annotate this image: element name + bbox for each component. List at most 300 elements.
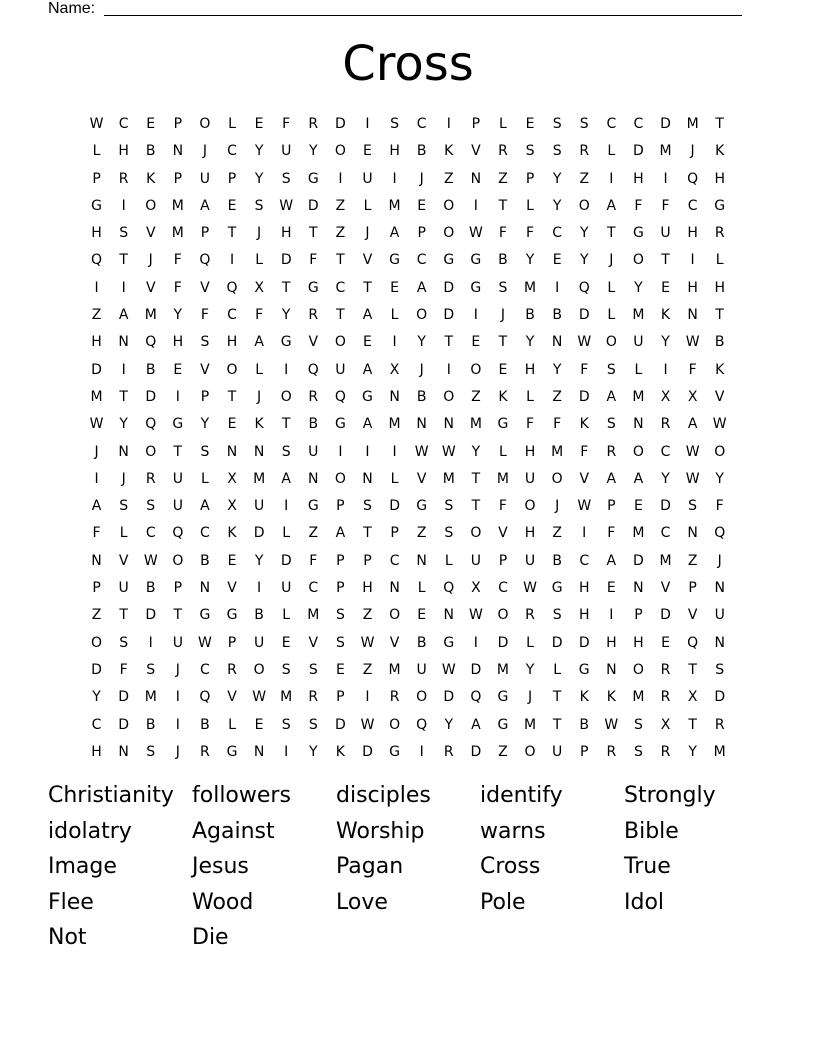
grid-letter: V (227, 689, 237, 706)
grid-letter: H (362, 580, 373, 597)
grid-letter: N (362, 470, 373, 487)
grid-letter: F (553, 416, 562, 433)
grid-letter: C (498, 580, 508, 597)
grid-letter: L (92, 143, 101, 160)
grid-letter: S (390, 116, 400, 132)
grid-letter: G (714, 197, 726, 214)
grid-letter: B (200, 716, 210, 733)
grid-letter: S (552, 143, 562, 160)
grid-letter: O (714, 443, 726, 460)
grid-letter: A (471, 716, 481, 733)
grid-letter: V (145, 279, 156, 296)
grid-letter: R (118, 170, 129, 187)
grid-letter: E (633, 498, 643, 515)
grid-letter: N (443, 416, 454, 433)
grid-letter: W (143, 552, 158, 569)
grid-letter: J (202, 143, 207, 160)
grid-letter: K (715, 361, 725, 378)
grid-letter: G (497, 716, 509, 733)
word-list-item: Image (48, 854, 117, 879)
grid-letter: L (526, 634, 534, 651)
grid-letter: H (687, 279, 698, 296)
grid-letter: R (308, 307, 319, 324)
grid-letter: C (200, 661, 210, 678)
grid-letter: L (390, 470, 399, 487)
grid-letter: W (414, 443, 429, 460)
word-list-item: identify (480, 783, 563, 808)
grid-letter: J (609, 252, 614, 269)
grid-letter: S (363, 498, 372, 515)
grid-letter: P (173, 170, 183, 187)
grid-letter: H (226, 334, 238, 351)
grid-letter: I (284, 498, 289, 515)
grid-letter: T (363, 279, 372, 296)
grid-letter: R (606, 743, 617, 760)
grid-letter: R (389, 689, 400, 706)
grid-letter: M (551, 443, 564, 460)
grid-letter: Q (687, 170, 699, 187)
grid-letter: Y (92, 689, 101, 706)
grid-letter: P (200, 225, 210, 242)
grid-letter: D (335, 116, 346, 132)
grid-letter: S (444, 525, 454, 542)
grid-letter: A (118, 307, 129, 324)
grid-letter: W (441, 443, 456, 460)
grid-letter: H (633, 634, 644, 651)
grid-letter: G (389, 743, 400, 760)
grid-letter: M (659, 552, 672, 569)
grid-letter: F (661, 197, 670, 214)
grid-letter: I (121, 279, 126, 296)
grid-letter: G (226, 607, 238, 624)
grid-letter: H (633, 170, 644, 187)
grid-letter: U (172, 470, 183, 487)
grid-letter: D (660, 607, 671, 624)
grid-letter: R (200, 743, 210, 760)
grid-letter: W (89, 416, 104, 433)
grid-letter: E (552, 252, 562, 269)
grid-letter: V (145, 225, 156, 242)
grid-letter: E (146, 116, 156, 132)
grid-letter: O (443, 225, 455, 242)
grid-letter: S (579, 116, 589, 132)
grid-letter: T (444, 334, 454, 351)
grid-letter: Q (91, 252, 103, 269)
grid-letter: Q (307, 361, 319, 378)
grid-letter: W (468, 607, 483, 624)
grid-letter: Y (661, 334, 670, 351)
grid-letter: O (605, 334, 617, 351)
grid-letter: R (660, 416, 671, 433)
word-list-item: Against (192, 818, 275, 844)
grid-letter: S (715, 661, 725, 678)
grid-letter: M (659, 143, 672, 160)
grid-letter: X (227, 498, 237, 515)
grid-letter: F (119, 661, 128, 678)
grid-letter: Y (634, 279, 643, 296)
grid-letter: V (714, 388, 725, 405)
grid-letter: S (146, 661, 156, 678)
grid-letter: G (307, 279, 319, 296)
grid-letter: T (336, 307, 345, 324)
grid-letter: O (199, 116, 211, 132)
grid-letter: U (335, 361, 346, 378)
grid-letter: G (632, 225, 644, 242)
grid-letter: M (713, 743, 726, 760)
grid-letter: P (580, 743, 589, 760)
grid-letter: M (496, 470, 509, 487)
grid-letter: O (172, 552, 184, 569)
grid-letter: Q (199, 689, 211, 706)
grid-letter: E (498, 361, 508, 378)
grid-letter: A (335, 525, 346, 542)
grid-letter: K (254, 416, 264, 433)
grid-letter: K (660, 307, 671, 324)
grid-letter: S (281, 170, 291, 187)
grid-letter: Z (91, 607, 102, 624)
grid-letter: D (578, 307, 590, 324)
grid-letter: Z (91, 307, 102, 324)
grid-letter: V (471, 143, 481, 160)
grid-letter: A (606, 470, 617, 487)
grid-letter: T (281, 279, 291, 296)
grid-letter: T (227, 225, 237, 242)
grid-letter: R (714, 716, 725, 733)
grid-letter: I (338, 170, 343, 187)
grid-letter: Q (172, 525, 184, 542)
word-list-item: Worship (336, 818, 425, 844)
grid-letter: N (606, 661, 617, 678)
grid-letter: M (388, 416, 401, 433)
grid-letter: D (335, 716, 346, 733)
grid-letter: C (633, 116, 644, 132)
grid-letter: C (118, 116, 129, 132)
grid-letter: D (443, 689, 455, 706)
grid-letter: A (389, 225, 400, 242)
grid-letter: U (253, 498, 265, 515)
grid-letter: Q (334, 388, 346, 405)
grid-letter: W (577, 498, 592, 515)
grid-letter: F (580, 361, 589, 378)
grid-letter: K (146, 170, 156, 187)
grid-letter: R (308, 388, 319, 405)
word-list-item: Die (192, 925, 229, 950)
grid-letter: K (579, 416, 589, 433)
grid-letter: N (551, 334, 563, 351)
grid-letter: O (578, 197, 590, 214)
grid-letter: Z (416, 525, 427, 542)
grid-letter: W (685, 470, 700, 487)
grid-letter: U (362, 170, 373, 187)
grid-letter: I (446, 361, 451, 378)
word-list-item: Love (336, 889, 388, 915)
grid-letter: O (226, 361, 238, 378)
grid-letter: M (632, 689, 645, 706)
grid-letter: P (173, 580, 183, 597)
grid-letter: S (525, 143, 535, 160)
grid-letter: D (389, 498, 400, 515)
grid-letter: S (606, 416, 616, 433)
grid-letter: S (633, 716, 643, 733)
grid-letter: N (714, 580, 725, 597)
grid-letter: V (227, 580, 237, 597)
grid-letter: N (253, 443, 265, 460)
grid-letter: M (388, 197, 401, 214)
grid-letter: E (335, 661, 345, 678)
grid-letter: W (360, 634, 375, 651)
grid-letter: O (145, 197, 157, 214)
grid-letter: I (338, 443, 343, 460)
grid-letter: J (555, 498, 560, 515)
grid-letter: L (390, 307, 399, 324)
grid-letter: M (253, 470, 266, 487)
grid-letter: T (119, 607, 128, 624)
grid-letter: S (200, 334, 210, 351)
grid-letter: T (688, 661, 697, 678)
grid-letter: I (392, 334, 397, 351)
grid-letter: N (253, 743, 265, 760)
grid-letter: M (144, 689, 157, 706)
word-list (48, 779, 768, 957)
grid-letter: Q (443, 580, 455, 597)
grid-letter: U (633, 334, 644, 351)
grid-letter: F (526, 225, 535, 242)
grid-letter: O (524, 498, 536, 515)
grid-letter: J (717, 552, 722, 569)
grid-letter: C (335, 279, 346, 296)
grid-letter: I (365, 689, 370, 706)
grid-letter: B (552, 307, 562, 324)
grid-letter: H (524, 525, 536, 542)
grid-letter: J (257, 225, 262, 242)
grid-letter: M (632, 525, 645, 542)
grid-letter: Y (579, 225, 589, 242)
grid-letter: G (226, 743, 238, 760)
grid-letter: Z (362, 607, 373, 624)
grid-letter: V (200, 361, 210, 378)
grid-letter: N (416, 416, 427, 433)
grid-letter: E (363, 334, 372, 351)
grid-letter: X (471, 580, 481, 597)
grid-letter: P (336, 552, 345, 569)
grid-letter: M (442, 470, 455, 487)
grid-letter: W (252, 689, 267, 706)
grid-letter: G (334, 416, 346, 433)
grid-letter: A (416, 279, 427, 296)
grid-letter: O (632, 661, 644, 678)
grid-letter: U (172, 498, 183, 515)
grid-letter: O (334, 334, 346, 351)
grid-letter: P (607, 498, 616, 515)
grid-letter: L (228, 116, 236, 132)
grid-letter: G (443, 634, 455, 651)
grid-letter: V (579, 470, 590, 487)
grid-letter: Y (579, 252, 589, 269)
grid-letter: N (633, 580, 644, 597)
grid-letter: O (443, 197, 455, 214)
grid-letter: P (525, 170, 535, 187)
grid-letter: J (419, 361, 424, 378)
grid-letter: G (307, 498, 319, 515)
grid-letter: U (552, 743, 563, 760)
grid-letter: L (553, 661, 562, 678)
grid-letter: B (308, 416, 319, 433)
grid-letter: W (685, 334, 700, 351)
grid-letter: K (335, 743, 345, 760)
grid-letter: D (551, 634, 563, 651)
grid-letter: H (172, 334, 184, 351)
grid-letter: E (525, 116, 535, 132)
grid-letter: T (607, 225, 616, 242)
grid-letter: S (146, 498, 156, 515)
grid-letter: U (714, 607, 725, 624)
grid-letter: Y (309, 143, 318, 160)
grid-letter: D (660, 116, 671, 132)
grid-letter: S (498, 279, 508, 296)
grid-letter: G (280, 334, 292, 351)
grid-letter: G (443, 252, 455, 269)
word-list-item: Idol (624, 889, 665, 915)
grid-letter: T (715, 307, 724, 324)
grid-letter: B (552, 552, 562, 569)
grid-letter: T (363, 525, 372, 542)
grid-letter: Y (254, 170, 264, 187)
grid-letter: I (555, 279, 560, 296)
grid-letter: H (389, 143, 400, 160)
grid-letter: E (227, 552, 237, 569)
grid-letter: M (307, 607, 320, 624)
grid-letter: Q (145, 416, 157, 433)
grid-letter: B (145, 143, 156, 160)
grid-letter: P (336, 689, 345, 706)
grid-letter: E (281, 634, 291, 651)
grid-letter: A (606, 552, 617, 569)
grid-letter: D (253, 525, 265, 542)
grid-letter: F (498, 498, 507, 515)
grid-letter: E (227, 197, 237, 214)
grid-letter: Y (119, 416, 128, 433)
grid-letter: F (526, 416, 535, 433)
grid-letter: I (609, 170, 614, 187)
grid-letter: S (335, 607, 345, 624)
grid-letter: B (525, 307, 535, 324)
grid-letter: K (498, 388, 508, 405)
grid-letter: P (336, 498, 345, 515)
grid-letter: C (200, 525, 210, 542)
grid-letter: S (444, 498, 454, 515)
grid-letter: O (416, 689, 428, 706)
grid-letter: S (552, 607, 562, 624)
grid-letter: P (173, 116, 183, 132)
grid-letter: O (497, 607, 509, 624)
grid-letter: B (416, 634, 427, 651)
grid-letter: O (280, 388, 292, 405)
grid-letter: T (281, 416, 291, 433)
grid-letter: V (389, 634, 400, 651)
grid-letter: P (363, 552, 372, 569)
grid-letter: R (498, 143, 508, 160)
grid-letter: I (392, 170, 397, 187)
grid-letter: E (227, 416, 237, 433)
grid-letter: B (714, 334, 725, 351)
grid-letter: I (446, 116, 451, 132)
grid-letter: V (200, 279, 210, 296)
grid-letter: L (634, 361, 643, 378)
grid-letter: R (606, 443, 617, 460)
word-list-item: idolatry (48, 818, 132, 844)
grid-letter: C (416, 252, 427, 269)
grid-letter: P (634, 607, 643, 624)
grid-letter: T (552, 689, 562, 706)
grid-letter: B (579, 716, 590, 733)
grid-letter: D (578, 634, 590, 651)
grid-letter: I (175, 716, 180, 733)
grid-letter: X (389, 361, 400, 378)
grid-letter: F (715, 498, 724, 515)
grid-letter: L (499, 443, 507, 460)
grid-letter: V (118, 552, 129, 569)
grid-letter: Z (335, 225, 346, 242)
grid-letter: Y (254, 143, 264, 160)
grid-letter: Q (470, 689, 482, 706)
grid-letter: I (473, 197, 478, 214)
grid-letter: N (389, 580, 400, 597)
grid-letter: I (690, 252, 695, 269)
grid-letter: F (282, 116, 291, 132)
grid-letter: Q (145, 334, 157, 351)
grid-letter: V (362, 252, 373, 269)
grid-letter: A (200, 197, 210, 214)
grid-letter: V (308, 634, 319, 651)
grid-letter: V (498, 525, 508, 542)
grid-letter: D (633, 143, 644, 160)
grid-letter: P (336, 580, 345, 597)
grid-letter: S (281, 661, 291, 678)
grid-letter: W (577, 334, 592, 351)
grid-letter: A (281, 470, 291, 487)
grid-letter: G (362, 388, 373, 405)
grid-letter: U (281, 580, 292, 597)
grid-letter: I (663, 170, 668, 187)
grid-letter: J (690, 143, 695, 160)
grid-letter: Z (687, 552, 698, 569)
grid-letter: G (389, 252, 400, 269)
grid-letter: Q (416, 716, 428, 733)
grid-letter: U (524, 470, 536, 487)
grid-letter: S (633, 743, 643, 760)
grid-letter: U (416, 661, 427, 678)
grid-letter: A (362, 416, 373, 433)
grid-letter: U (281, 143, 292, 160)
grid-letter: C (145, 525, 156, 542)
grid-letter: H (687, 225, 698, 242)
grid-letter: G (307, 170, 319, 187)
grid-letter: S (688, 498, 698, 515)
grid-letter: Y (309, 743, 318, 760)
grid-letter: M (524, 279, 537, 296)
grid-letter: D (443, 279, 455, 296)
grid-letter: D (118, 689, 130, 706)
grid-letter: I (663, 361, 668, 378)
grid-letter: J (175, 661, 180, 678)
word-list-item: disciples (336, 783, 431, 808)
grid-letter: L (282, 607, 291, 624)
grid-letter: A (687, 416, 698, 433)
grid-letter: I (284, 743, 289, 760)
grid-letter: P (688, 580, 697, 597)
grid-letter: G (199, 607, 211, 624)
grid-letter: M (632, 388, 645, 405)
